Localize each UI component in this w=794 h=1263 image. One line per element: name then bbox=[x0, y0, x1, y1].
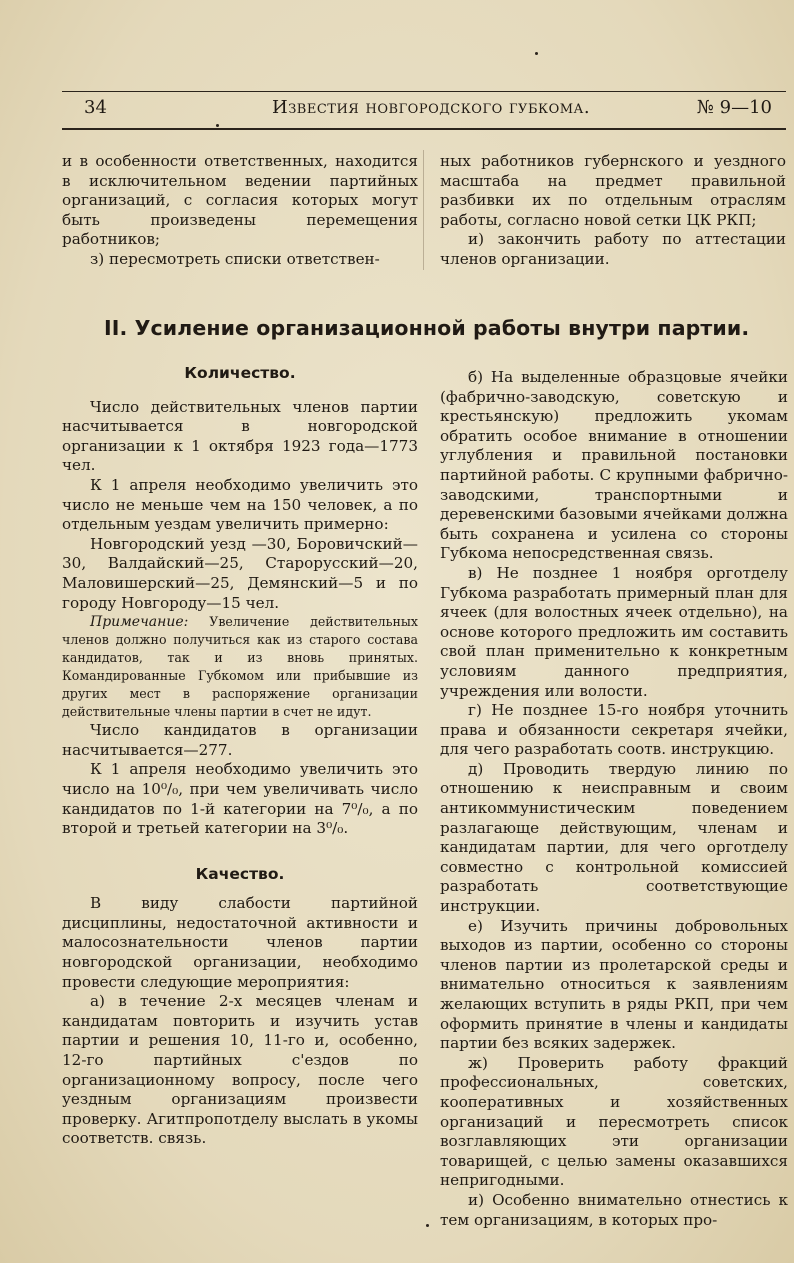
paragraph-item-e: е) Изучить причины добровольных выходов из партии, особенно со стороны членов партии из пролетарской среды и внимательно относиться к заявлениям желающих вступить в ряды РКП, при чем оформить принятие в члены и кандидаты партии без всяких задержек. bbox=[440, 916, 788, 1053]
issue-number: № 9—10 bbox=[696, 97, 772, 118]
top-left-column bbox=[62, 152, 418, 270]
section-title: II. Усиление организационной работы внутри партии. bbox=[104, 316, 750, 340]
ink-speck bbox=[426, 1224, 429, 1227]
paragraph-item-g: г) Не позднее 15-го ноября уточнить права и обязанности секретаря ячейки, для чего разработать соотв. инструкцию. bbox=[440, 701, 788, 759]
top-left-item-z: з) пересмотреть списки ответствен- bbox=[90, 249, 380, 268]
paragraph-by-district: Новгородский уезд —30, Боровичский—30, Валдайский—25, Старорусский—20, Маловишерский—25, Демянский—5 и по городу Новгороду—15 чел. bbox=[62, 534, 418, 612]
header-rule-top bbox=[62, 91, 786, 92]
paragraph-item-b: б) На выделенные образцовые ячейки (фабрично-заводскую, советскую и крестьянскую) предложить укомам обратить особое внимание в отношении углубления и правильной постановки партийной работы. С крупными фабрично-заводскими, транспортными и деревенскими базовыми ячейками должна быть сохранена и усилена со стороны Губкома непосредственная связь. bbox=[440, 368, 788, 563]
paragraph-discipline: В виду слабости партийной дисциплины, недостаточной активности и малосознательности членов партии новгородской организации, необходимо провести следующие мероприятия: bbox=[62, 894, 418, 991]
header-rule-bottom bbox=[62, 128, 786, 130]
paragraph-item-i: и) Особенно внимательно отнестись к тем организациям, в которых про- bbox=[440, 1190, 788, 1229]
ink-speck bbox=[535, 52, 538, 55]
paragraph-item-v: в) Не позднее 1 ноября орготделу Губкома разработать примерный план для ячеек (для волостных ячеек отдельно), на основе которого предложить им составить свой план применительно к конкретным условиям данного предприятия, учреждения или волости. bbox=[440, 563, 788, 700]
note bbox=[62, 613, 418, 721]
paragraph-members-increase: К 1 апреля необходимо увеличить это число не меньше чем на 150 человек, а по отдельным уездам увеличить примерно: bbox=[62, 475, 418, 534]
paragraph-candidates-count: Число кандидатов в организации насчитывается—277. bbox=[62, 721, 418, 759]
heading-quantity: Количество. bbox=[184, 364, 296, 382]
paragraph-item-a: а) в течение 2-х месяцев членам и кандидатам повторить и изучить устав партии и решения 10, 11-го и, особенно, 12-го партийных с'ездов по организационному вопросу, после чего уездным организациям произвести проверку. Агитпропотделу выслать в укомы соответств. связь. bbox=[62, 992, 418, 1148]
top-right-paragraph: ных работников губернского и уездного масштаба на предмет правильной разбивки их по отдельным отраслям работы, согласно новой сетки ЦК РКП; bbox=[440, 152, 786, 229]
heading-quality: Качество. bbox=[195, 864, 285, 883]
top-right-item-i: и) закончить работу по аттестации членов организации. bbox=[440, 230, 786, 268]
top-left-paragraph: и в особенности ответственных, находится в исключительном ведении партийных организаций, с согласия которых могут быть произведены перемещения работников; bbox=[62, 152, 418, 249]
paragraph-item-zh: ж) Проверить работу фракций профессиональных, советских, кооперативных и хозяйственных организаций и пересмотреть список возглавляющих эти организации товарищей, с целью замены оказавшихся непригодными. bbox=[440, 1053, 788, 1190]
paragraph-item-d: д) Проводить твердую линию по отношению к неисправным и своим антикоммунистическим поведением разлагающе действующим, членам и кандидатам партии, для чего орготделу совместно с контрольной комиссией разработать соответствующие инструкции. bbox=[440, 759, 788, 916]
top-right-column bbox=[440, 152, 786, 270]
ink-speck bbox=[216, 124, 219, 127]
column-divider bbox=[423, 150, 424, 270]
running-header bbox=[84, 97, 784, 123]
left-column bbox=[62, 364, 418, 1149]
paragraph-candidates-increase: К 1 апреля необходимо увеличить это число на 10⁰/₀, при чем увеличивать число кандидатов по 1-й категории на 7⁰/₀, а по второй и третьей категории на 3⁰/₀. bbox=[62, 760, 418, 838]
paragraph-members-count: Число действительных членов партии насчитывается в новгородской организации к 1 октября 1923 года—1773 чел. bbox=[62, 397, 418, 475]
journal-title: Известия новгородского губкома. bbox=[272, 97, 591, 118]
note-label: Примечание: bbox=[90, 614, 189, 631]
note-text: Увеличение действительных членов должно получиться как из старого состава кандидатов, так и из вновь принятых. Командированные Губкомом или прибывшие из других мест в распоряжение организации действительные члены партии в счет не идут. bbox=[62, 614, 418, 720]
page-number: 34 bbox=[84, 97, 107, 118]
right-column bbox=[440, 368, 788, 1230]
